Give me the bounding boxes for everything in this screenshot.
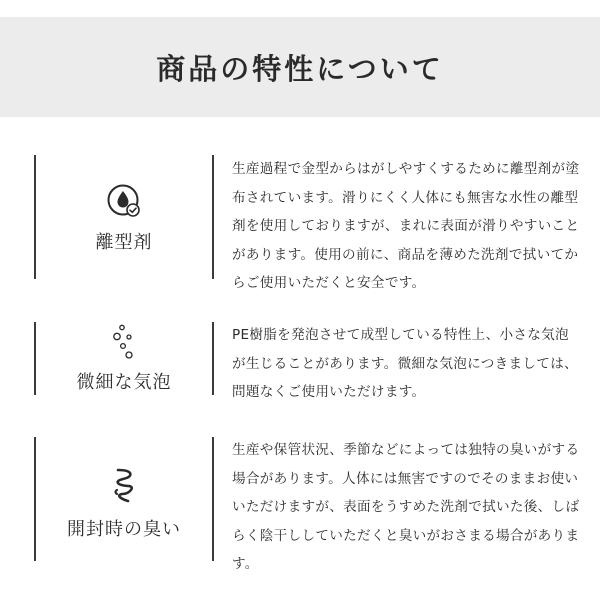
item-description: 生産過程で金型からはがしやすくするために離型剤が塗布されています。滑りにくく人体にも無害な水性の離型剤を使用しておりますが、まれに表面が滑りやすいことがあります。使用の前に、商品を薄めた洗剤で拭いてからご使用いただくと安全です。 — [232, 161, 580, 291]
right-divider — [212, 155, 214, 279]
item-description: 生産や保管状況、季節などによっては独特の臭いがする場合があります。人体には無害ですのでそのままお使いいただけますが、表面をうすめた洗剤で拭いた後、しばらく陰干ししていただくと臭いがおさまる場合があります。 — [232, 442, 580, 572]
item-label: 開封時の臭い — [67, 519, 181, 540]
item-description: PE樹脂を発泡させて成型している特性上、小さな気泡が生じることがあります。微細な気泡につきましては、問題なくご使用いただけます。 — [232, 327, 578, 400]
droplet-check-icon — [106, 183, 142, 219]
header-banner — [0, 17, 600, 117]
item-label: 離型剤 — [95, 232, 153, 253]
characteristic-row-release-agent — [0, 155, 600, 291]
page-title: 商品の特性について — [156, 51, 444, 86]
odor-swirl-icon — [109, 467, 139, 505]
right-divider — [212, 322, 214, 395]
item-label: 微細な気泡 — [76, 372, 172, 393]
characteristic-row-odor — [0, 437, 600, 572]
bubbles-icon — [109, 324, 139, 364]
right-divider — [212, 437, 214, 561]
characteristic-row-bubbles — [0, 322, 600, 400]
